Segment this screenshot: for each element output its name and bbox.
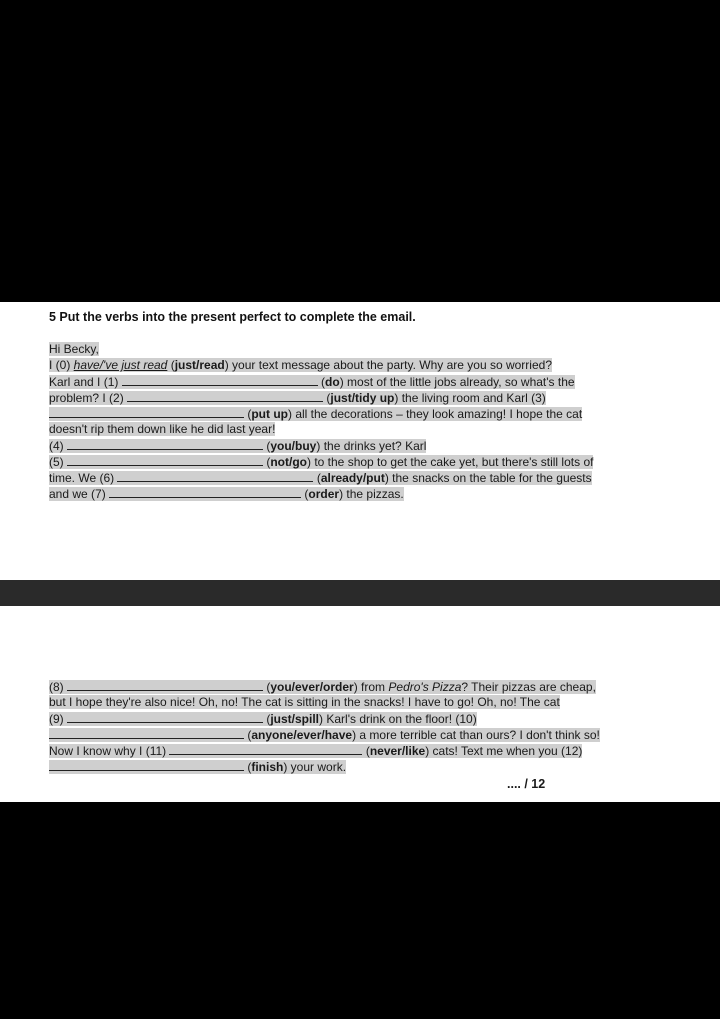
verb-hint: already/put xyxy=(320,471,385,485)
email-line-8: and we (7) (order) the pizzas. xyxy=(49,487,404,501)
email-line-13: Now I know why I (11) (never/like) cats! Text me when you (12) xyxy=(49,744,583,758)
answer-blank-6[interactable] xyxy=(117,470,313,482)
email-line-11: (9) (just/spill) Karl's drink on the floor! (10) xyxy=(49,712,477,726)
verb-hint: finish xyxy=(251,760,284,774)
verb-hint: just/tidy up xyxy=(330,391,395,405)
answer-blank-3[interactable] xyxy=(49,406,244,418)
answer-blank-2[interactable] xyxy=(127,390,323,402)
email-line-0: I (0) have/'ve just read (just/read) your text message about the party. Why are you so worried? xyxy=(49,358,552,372)
verb-hint: never/like xyxy=(369,744,426,758)
answer-blank-11[interactable] xyxy=(169,743,362,755)
verb-hint: not/go xyxy=(270,455,307,469)
score-box: .... / 12 xyxy=(507,777,546,791)
email-line-4: doesn't rip them down like he did last year! xyxy=(49,422,276,436)
answer-blank-9[interactable] xyxy=(67,711,263,723)
verb-hint: just/read xyxy=(174,358,225,372)
verb-hint: anyone/ever/have xyxy=(251,728,353,742)
answer-blank-8[interactable] xyxy=(67,679,263,691)
worksheet-top-section xyxy=(0,302,720,580)
answer-blank-7[interactable] xyxy=(109,486,301,498)
answer-blank-10[interactable] xyxy=(49,727,244,739)
email-line-10: but I hope they're also nice! Oh, no! The cat is sitting in the snacks! I have to go! Oh, no! The cat xyxy=(49,695,560,709)
email-line-1: Karl and I (1) (do) most of the little jobs already, so what's the xyxy=(49,375,575,389)
verb-hint: put up xyxy=(251,407,288,421)
email-line-5: (4) (you/buy) the drinks yet? Karl xyxy=(49,439,427,453)
exercise-heading: 5 Put the verbs into the present perfect to complete the email. xyxy=(49,310,416,324)
verb-hint: you/ever/order xyxy=(270,680,354,694)
email-line-12: (anyone/ever/have) a more terrible cat than ours? I don't think so! xyxy=(49,727,600,742)
pizza-shop-name: Pedro's Pizza xyxy=(388,680,462,694)
email-line-3: (put up) all the decorations – they look amazing! I hope the cat xyxy=(49,406,582,421)
email-line-14: (finish) your work. xyxy=(49,759,346,774)
example-answer: have/'ve just read xyxy=(73,358,168,372)
answer-blank-4[interactable] xyxy=(67,438,263,450)
email-line-6: (5) (not/go) to the shop to get the cake yet, but there's still lots of xyxy=(49,455,594,469)
email-greeting: Hi Becky, xyxy=(49,342,99,356)
worksheet-bottom-section xyxy=(0,606,720,802)
answer-blank-12[interactable] xyxy=(49,759,244,771)
verb-hint: just/spill xyxy=(270,712,320,726)
verb-hint: you/buy xyxy=(270,439,317,453)
email-line-7: time. We (6) (already/put) the snacks on the table for the guests xyxy=(49,471,592,485)
verb-hint: order xyxy=(308,487,340,501)
answer-blank-1[interactable] xyxy=(122,374,318,386)
email-line-2: problem? I (2) (just/tidy up) the living room and Karl (3) xyxy=(49,391,546,405)
page-divider xyxy=(0,580,720,606)
answer-blank-5[interactable] xyxy=(67,454,263,466)
verb-hint: do xyxy=(325,375,340,389)
email-line-9: (8) (you/ever/order) from Pedro's Pizza? Their pizzas are cheap, xyxy=(49,680,596,694)
